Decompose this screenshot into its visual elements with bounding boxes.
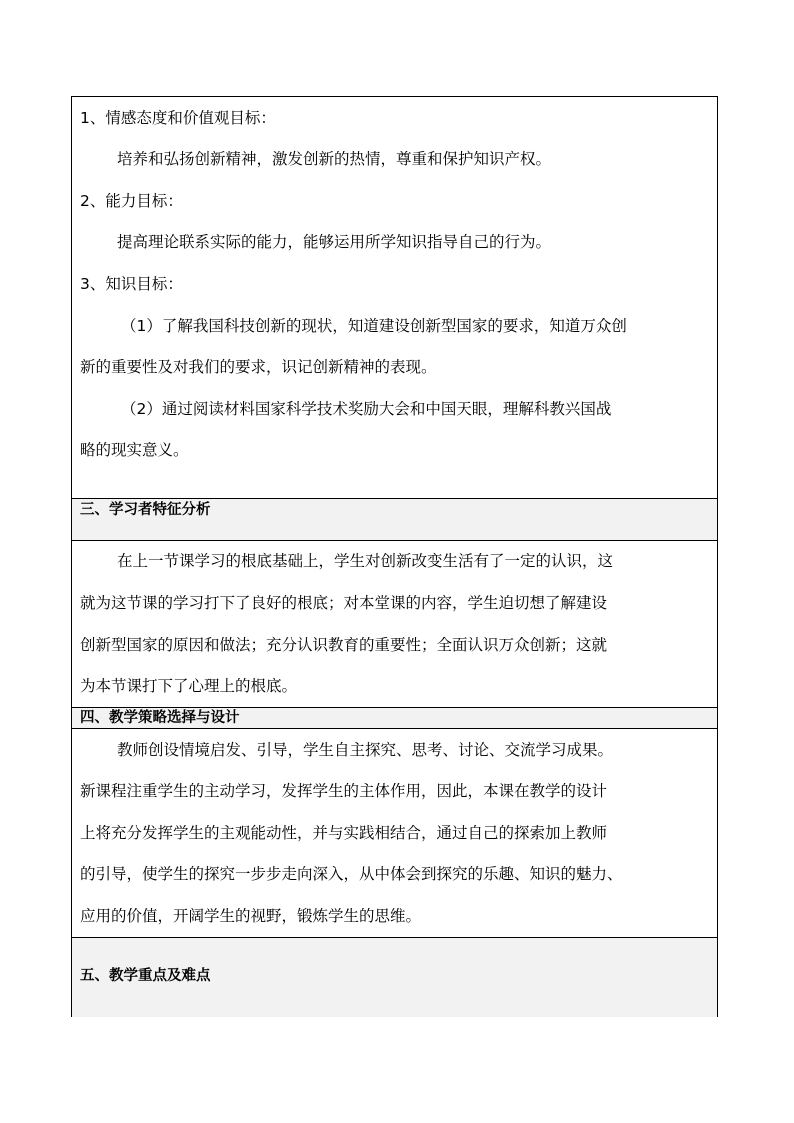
objectives-section	[72, 97, 717, 498]
learner-line: 为本节课打下了心理上的根底。	[80, 677, 298, 695]
strategy-line: 教师创设情境启发、引导，学生自主探究、思考、讨论、交流学习成果。	[117, 741, 614, 759]
strategy-line: 应用的价值，开阔学生的视野，锻炼学生的思维。	[80, 907, 422, 925]
lesson-plan-table	[71, 96, 718, 1017]
strategy-line: 新课程注重学生的主动学习，发挥学生的主体作用，因此，本课在教学的设计	[80, 782, 608, 800]
learner-line: 在上一节课学习的根底基础上，学生对创新改变生活有了一定的认识，这	[117, 552, 614, 570]
emotion-goal-text: 培养和弘扬创新精神，激发创新的热情，尊重和保护知识产权。	[117, 150, 552, 168]
knowledge-goal-line: 略的现实意义。	[80, 441, 189, 459]
emotion-goal-title: 1、情感态度和价值观目标：	[80, 109, 276, 127]
strategy-line: 上将充分发挥学生的主观能动性，并与实践相结合，通过自己的探索加上教师	[80, 824, 608, 842]
section-title: 五、教学重点及难点	[80, 968, 211, 984]
knowledge-goal-line: （1）了解我国科技创新的现状，知道建设创新型国家的要求，知道万众创	[121, 317, 627, 335]
learner-body	[72, 540, 717, 707]
strategy-header	[72, 707, 717, 728]
knowledge-goal-line: （2）通过阅读材料国家科学技术奖励大会和中国天眼，理解科教兴国战	[121, 400, 612, 418]
learner-line: 就为这节课的学习打下了良好的根底；对本堂课的内容，学生迫切想了解建设	[80, 594, 608, 612]
knowledge-goal-title: 3、知识目标：	[80, 275, 183, 293]
section-title: 三、学习者特征分析	[80, 502, 211, 518]
strategy-body	[72, 728, 717, 937]
ability-goal-text: 提高理论联系实际的能力，能够运用所学知识指导自己的行为。	[117, 233, 552, 251]
ability-goal-title: 2、能力目标：	[80, 192, 183, 210]
learner-line: 创新型国家的原因和做法；充分认识教育的重要性；全面认识万众创新；这就	[80, 636, 608, 654]
strategy-line: 的引导，使学生的探究一步步走向深入，从中体会到探究的乐趣、知识的魅力、	[80, 865, 623, 883]
section-title: 四、教学策略选择与设计	[80, 710, 240, 726]
knowledge-goal-line: 新的重要性及对我们的要求，识记创新精神的表现。	[80, 358, 437, 376]
keypoints-header	[72, 937, 717, 1017]
learner-header	[72, 498, 717, 540]
